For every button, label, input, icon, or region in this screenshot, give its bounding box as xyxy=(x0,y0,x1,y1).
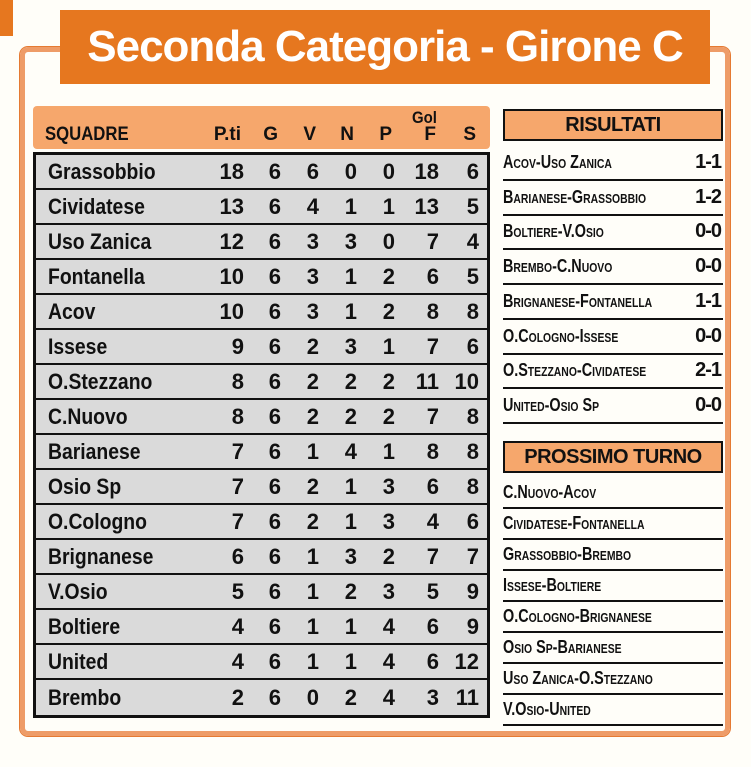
pti-value: 4 xyxy=(231,613,244,639)
team-name: Acov xyxy=(48,298,96,324)
team-name: Grassobbio xyxy=(48,158,156,184)
result-match: Acov-Uso Zanica xyxy=(503,151,612,172)
fixture-match: C.Nuovo-Acov xyxy=(503,482,597,502)
s-value: 11 xyxy=(455,684,479,710)
fixture-match: Cividatese-Fontanella xyxy=(503,513,645,533)
team-name-cell xyxy=(36,299,206,325)
table-row xyxy=(36,505,487,540)
result-score: 1-2 xyxy=(695,185,721,208)
result-row xyxy=(503,181,723,216)
team-name: Cividatese xyxy=(48,193,145,219)
result-match: O.Cologno-Issese xyxy=(503,325,619,346)
results-title: RISULTATI xyxy=(565,113,661,136)
p-value: 0 xyxy=(382,228,395,254)
team-name-cell xyxy=(36,579,206,605)
n-value: 2 xyxy=(344,368,357,394)
v-value: 1 xyxy=(306,578,319,604)
col-header-pti: P.ti xyxy=(213,124,241,145)
s-value: 6 xyxy=(466,158,479,184)
table-row xyxy=(36,190,487,225)
table-row xyxy=(36,155,487,190)
g-value: 6 xyxy=(268,508,281,534)
result-match: Brembo-C.Nuovo xyxy=(503,256,613,277)
v-value: 3 xyxy=(306,298,319,324)
v-value: 3 xyxy=(306,263,319,289)
table-row xyxy=(36,260,487,295)
pti-value: 7 xyxy=(231,473,244,499)
f-value: 8 xyxy=(426,298,439,324)
pti-value: 2 xyxy=(231,684,244,710)
s-value: 9 xyxy=(466,613,479,639)
v-value: 2 xyxy=(306,403,319,429)
fixture-match: Grassobbio-Brembo xyxy=(503,544,632,564)
g-value: 6 xyxy=(268,473,281,499)
table-row xyxy=(36,295,487,330)
f-value: 7 xyxy=(426,333,439,359)
table-row xyxy=(36,435,487,470)
col-header-g: G xyxy=(263,124,278,145)
team-name-cell xyxy=(36,369,206,395)
p-value: 1 xyxy=(382,333,395,359)
v-value: 4 xyxy=(306,193,319,219)
page-title: Seconda Categoria - Girone C xyxy=(87,22,683,71)
col-header-n: N xyxy=(340,124,354,145)
col-header-s: S xyxy=(463,124,476,145)
team-name: Fontanella xyxy=(48,263,145,289)
s-value: 7 xyxy=(466,543,479,569)
v-value: 2 xyxy=(306,333,319,359)
f-value: 6 xyxy=(426,263,439,289)
f-value: 7 xyxy=(426,228,439,254)
n-value: 1 xyxy=(344,263,357,289)
g-value: 6 xyxy=(268,228,281,254)
team-name: Uso Zanica xyxy=(48,228,152,254)
result-score: 1-1 xyxy=(695,150,721,173)
n-value: 3 xyxy=(344,333,357,359)
team-name: C.Nuovo xyxy=(48,403,128,429)
result-row xyxy=(503,285,723,320)
table-row xyxy=(36,470,487,505)
team-name: Barianese xyxy=(48,438,141,464)
fixture-row xyxy=(503,602,723,633)
g-value: 6 xyxy=(268,613,281,639)
n-value: 2 xyxy=(344,684,357,710)
table-row xyxy=(36,330,487,365)
p-value: 2 xyxy=(382,403,395,429)
table-row xyxy=(36,365,487,400)
team-name-cell xyxy=(36,614,206,640)
pti-value: 4 xyxy=(231,648,244,674)
f-value: 4 xyxy=(426,508,439,534)
result-row xyxy=(503,216,723,251)
n-value: 1 xyxy=(344,648,357,674)
p-value: 2 xyxy=(382,368,395,394)
fixture-row xyxy=(503,478,723,509)
n-value: 2 xyxy=(344,578,357,604)
pti-value: 12 xyxy=(219,228,244,254)
pti-value: 8 xyxy=(231,368,244,394)
p-value: 4 xyxy=(382,684,395,710)
v-value: 2 xyxy=(306,473,319,499)
f-value: 6 xyxy=(426,473,439,499)
s-value: 10 xyxy=(454,368,479,394)
pti-value: 5 xyxy=(231,578,244,604)
result-row xyxy=(503,250,723,285)
fixture-row xyxy=(503,571,723,602)
v-value: 0 xyxy=(306,684,319,710)
standings-header-row xyxy=(33,124,490,146)
s-value: 9 xyxy=(466,578,479,604)
pti-value: 8 xyxy=(231,403,244,429)
pti-value: 18 xyxy=(219,158,244,184)
f-value: 7 xyxy=(426,543,439,569)
g-value: 6 xyxy=(268,684,281,710)
team-name: O.Stezzano xyxy=(48,368,153,394)
g-value: 6 xyxy=(268,403,281,429)
table-row xyxy=(36,575,487,610)
table-row xyxy=(36,225,487,260)
n-value: 3 xyxy=(344,543,357,569)
standings-header xyxy=(33,106,490,149)
team-name-cell xyxy=(36,159,206,185)
page-title-banner xyxy=(60,10,710,84)
n-value: 0 xyxy=(344,158,357,184)
results-title-box xyxy=(503,109,723,141)
col-header-gol: Gol xyxy=(411,108,437,127)
table-row xyxy=(36,540,487,575)
table-row xyxy=(36,610,487,645)
p-value: 2 xyxy=(382,543,395,569)
pti-value: 7 xyxy=(231,438,244,464)
result-row xyxy=(503,146,723,181)
result-score: 0-0 xyxy=(695,255,721,278)
v-value: 1 xyxy=(306,613,319,639)
fixtures-list xyxy=(503,478,723,726)
result-match: United-Osio Sp xyxy=(503,395,600,416)
n-value: 2 xyxy=(344,403,357,429)
g-value: 6 xyxy=(268,543,281,569)
p-value: 1 xyxy=(382,193,395,219)
s-value: 12 xyxy=(454,648,479,674)
s-value: 8 xyxy=(466,298,479,324)
pti-value: 13 xyxy=(219,193,244,219)
s-value: 8 xyxy=(466,473,479,499)
n-value: 3 xyxy=(344,228,357,254)
table-row xyxy=(36,645,487,680)
team-name: Osio Sp xyxy=(48,473,122,499)
team-name-cell xyxy=(36,544,206,570)
p-value: 0 xyxy=(382,158,395,184)
result-row xyxy=(503,355,723,390)
n-value: 4 xyxy=(344,438,357,464)
g-value: 6 xyxy=(268,648,281,674)
result-score: 0-0 xyxy=(695,324,721,347)
g-value: 6 xyxy=(268,578,281,604)
team-name: United xyxy=(48,648,109,674)
team-name: O.Cologno xyxy=(48,508,147,534)
result-match: Barianese-Grassobbio xyxy=(503,186,647,207)
p-value: 2 xyxy=(382,263,395,289)
p-value: 4 xyxy=(382,648,395,674)
standings-table xyxy=(33,152,490,718)
p-value: 2 xyxy=(382,298,395,324)
f-value: 6 xyxy=(426,613,439,639)
f-value: 3 xyxy=(426,684,439,710)
s-value: 5 xyxy=(466,193,479,219)
g-value: 6 xyxy=(268,158,281,184)
table-row xyxy=(36,680,487,715)
result-row xyxy=(503,389,723,424)
g-value: 6 xyxy=(268,263,281,289)
col-header-squadre: SQUADRE xyxy=(45,124,129,145)
table-row xyxy=(36,400,487,435)
g-value: 6 xyxy=(268,368,281,394)
f-value: 18 xyxy=(414,158,439,184)
n-value: 1 xyxy=(344,613,357,639)
n-value: 1 xyxy=(344,473,357,499)
team-name-cell xyxy=(36,439,206,465)
f-value: 13 xyxy=(414,193,439,219)
fixture-row xyxy=(503,509,723,540)
result-score: 2-1 xyxy=(695,359,721,382)
g-value: 6 xyxy=(268,333,281,359)
team-name-cell xyxy=(36,474,206,500)
f-value: 5 xyxy=(426,578,439,604)
col-header-f: F xyxy=(424,124,436,145)
fixture-match: O.Cologno-Brignanese xyxy=(503,606,652,626)
next-round-title: PROSSIMO TURNO xyxy=(524,445,702,468)
p-value: 3 xyxy=(382,473,395,499)
s-value: 8 xyxy=(466,438,479,464)
next-round-title-box xyxy=(503,441,723,473)
v-value: 1 xyxy=(306,543,319,569)
n-value: 1 xyxy=(344,508,357,534)
result-score: 1-1 xyxy=(695,289,721,312)
pti-value: 6 xyxy=(231,543,244,569)
pti-value: 10 xyxy=(219,263,244,289)
fixture-row xyxy=(503,664,723,695)
result-score: 0-0 xyxy=(695,220,721,243)
g-value: 6 xyxy=(268,298,281,324)
v-value: 1 xyxy=(306,648,319,674)
fixture-row xyxy=(503,540,723,571)
f-value: 11 xyxy=(415,368,439,394)
pti-value: 10 xyxy=(219,298,244,324)
col-header-v: V xyxy=(303,124,316,145)
team-name-cell xyxy=(36,194,206,220)
s-value: 4 xyxy=(466,228,479,254)
team-name: Issese xyxy=(48,333,108,359)
team-name: Brignanese xyxy=(48,543,154,569)
g-value: 6 xyxy=(268,193,281,219)
v-value: 1 xyxy=(306,438,319,464)
p-value: 3 xyxy=(382,578,395,604)
v-value: 3 xyxy=(306,228,319,254)
team-name-cell xyxy=(36,509,206,535)
result-row xyxy=(503,320,723,355)
fixture-match: Uso Zanica-O.Stezzano xyxy=(503,668,653,688)
n-value: 1 xyxy=(344,298,357,324)
col-header-p: P xyxy=(379,124,392,145)
s-value: 5 xyxy=(466,263,479,289)
result-score: 0-0 xyxy=(695,394,721,417)
fixture-row xyxy=(503,695,723,726)
team-name: Brembo xyxy=(48,684,122,710)
pti-value: 9 xyxy=(231,333,244,359)
team-name-cell xyxy=(36,264,206,290)
v-value: 2 xyxy=(306,368,319,394)
f-value: 7 xyxy=(426,403,439,429)
team-name-cell xyxy=(36,404,206,430)
fixture-match: V.Osio-United xyxy=(503,699,591,719)
v-value: 6 xyxy=(306,158,319,184)
p-value: 4 xyxy=(382,613,395,639)
s-value: 8 xyxy=(466,403,479,429)
team-name-cell xyxy=(36,685,206,711)
fixture-match: Issese-Boltiere xyxy=(503,575,602,595)
result-match: O.Stezzano-Cividatese xyxy=(503,360,647,381)
team-name-cell xyxy=(36,649,206,675)
result-match: Boltiere-V.Osio xyxy=(503,221,604,242)
s-value: 6 xyxy=(466,508,479,534)
n-value: 1 xyxy=(344,193,357,219)
result-match: Brignanese-Fontanella xyxy=(503,290,653,311)
g-value: 6 xyxy=(268,438,281,464)
team-name-cell xyxy=(36,334,206,360)
f-value: 6 xyxy=(426,648,439,674)
p-value: 3 xyxy=(382,508,395,534)
corner-decoration xyxy=(0,0,13,36)
results-list xyxy=(503,146,723,424)
s-value: 6 xyxy=(466,333,479,359)
team-name-cell xyxy=(36,229,206,255)
fixture-match: Osio Sp-Barianese xyxy=(503,637,622,657)
f-value: 8 xyxy=(426,438,439,464)
v-value: 2 xyxy=(306,508,319,534)
pti-value: 7 xyxy=(231,508,244,534)
p-value: 1 xyxy=(382,438,395,464)
fixture-row xyxy=(503,633,723,664)
team-name: V.Osio xyxy=(48,578,108,604)
team-name: Boltiere xyxy=(48,613,121,639)
